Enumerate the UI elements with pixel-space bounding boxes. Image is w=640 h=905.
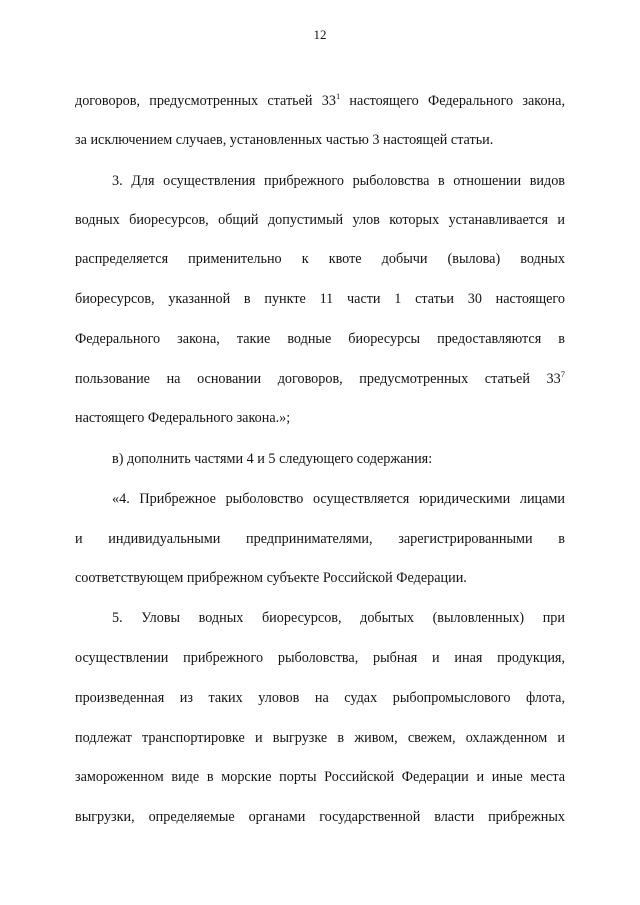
paragraph-5-line-6: выгрузки, определяемые органами государственной власти прибрежных bbox=[75, 809, 565, 825]
paragraph-4-line-1: «4. Прибрежное рыболовство осуществляется юридическими лицами bbox=[112, 491, 565, 507]
paragraph-5-line-5: замороженном виде в морские порты Российской Федерации и иные места bbox=[75, 769, 565, 785]
paragraph-4-line-2: и индивидуальными предпринимателями, зарегистрированными в bbox=[75, 531, 565, 547]
text-line-1: договоров, предусмотренных статьей $33^1$ настоящего Федерального закона, bbox=[75, 91, 565, 109]
paragraph-3-line-2: водных биоресурсов, общий допустимый улов которых устанавливается и bbox=[75, 212, 565, 228]
paragraph-5-line-3: произведенная из таких уловов на судах рыбопромыслового флота, bbox=[75, 690, 565, 706]
paragraph-5-line-1: 5. Уловы водных биоресурсов, добытых (выловленных) при bbox=[112, 610, 565, 626]
paragraph-3-line-7: настоящего Федерального закона.»; bbox=[75, 410, 291, 426]
paragraph-3-line-3: распределяется применительно к квоте добычи (вылова) водных bbox=[75, 251, 565, 267]
text-line-2: за исключением случаев, установленных частью 3 настоящей статьи. bbox=[75, 132, 494, 148]
superscript: 1 bbox=[335, 91, 341, 101]
paragraph-3-line-5: Федерального закона, такие водные биоресурсы предоставляются в bbox=[75, 331, 565, 347]
amendment-intro: в) дополнить частями 4 и 5 следующего содержания: bbox=[112, 451, 433, 467]
paragraph-5-line-4: подлежат транспортировке и выгрузке в живом, свежем, охлажденном и bbox=[75, 730, 565, 746]
paragraph-3-line-6: пользование на основании договоров, предусмотренных статьей $33^7$ bbox=[75, 369, 565, 387]
paragraph-3-line-4: биоресурсов, указанной в пункте 11 части 1 статьи 30 настоящего bbox=[75, 291, 565, 307]
superscript: 7 bbox=[560, 369, 565, 379]
page-number: 12 bbox=[313, 27, 327, 42]
paragraph-4-line-3: соответствующем прибрежном субъекте Российской Федерации. bbox=[75, 570, 467, 586]
paragraph-3-line-1: 3. Для осуществления прибрежного рыболовства в отношении видов bbox=[112, 173, 565, 189]
paragraph-5-line-2: осуществлении прибрежного рыболовства, рыбная и иная продукция, bbox=[75, 650, 565, 666]
